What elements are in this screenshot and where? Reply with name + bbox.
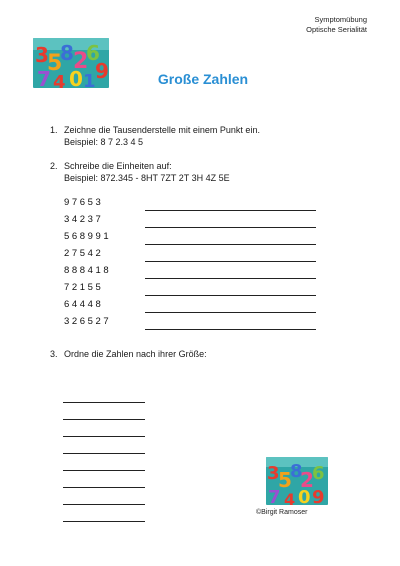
answer-line[interactable] <box>145 295 316 296</box>
answer-line[interactable] <box>145 312 316 313</box>
task-1-number: 1. <box>50 125 58 135</box>
number-value: 326527 <box>64 316 112 327</box>
task-1-text: Zeichne die Tausenderstelle mit einem Punkt ein. <box>64 125 260 135</box>
number-value: 97653 <box>64 197 104 208</box>
svg-text:7: 7 <box>37 67 51 88</box>
order-answer-line[interactable] <box>63 471 145 488</box>
number-row <box>64 281 324 298</box>
order-answer-lines <box>63 386 145 522</box>
answer-line[interactable] <box>145 261 316 262</box>
number-value: 27542 <box>64 248 104 259</box>
svg-text:7: 7 <box>268 487 281 505</box>
svg-text:4: 4 <box>284 490 296 505</box>
number-row <box>64 315 324 332</box>
answer-line[interactable] <box>145 210 316 211</box>
task-1 <box>50 124 260 148</box>
number-row <box>64 213 324 230</box>
number-value: 72155 <box>64 282 104 293</box>
task-2 <box>50 160 230 184</box>
svg-text:5: 5 <box>278 468 292 492</box>
answer-line[interactable] <box>145 227 316 228</box>
svg-text:3: 3 <box>267 463 280 484</box>
number-value: 34237 <box>64 214 104 225</box>
svg-text:2: 2 <box>73 49 89 74</box>
svg-text:8: 8 <box>290 461 303 482</box>
svg-text:6: 6 <box>86 41 100 65</box>
svg-text:9: 9 <box>312 487 325 505</box>
header-line-2: Optische Serialität <box>306 25 367 34</box>
svg-text:9: 9 <box>95 59 109 83</box>
svg-text:8: 8 <box>60 41 74 65</box>
task-2-number: 2. <box>50 161 58 171</box>
svg-text:1: 1 <box>83 71 96 88</box>
svg-text:5: 5 <box>47 51 63 76</box>
task-3 <box>50 348 207 360</box>
answer-line[interactable] <box>145 244 316 245</box>
order-answer-line[interactable] <box>63 454 145 471</box>
svg-text:4: 4 <box>53 72 66 88</box>
task-2-example: Beispiel: 872.345 - 8HT 7ZT 2T 3H 4Z 5E <box>64 173 230 183</box>
order-answer-line[interactable] <box>63 437 145 454</box>
header-line-1: Symptomübung <box>314 15 367 24</box>
number-toys-image <box>266 457 328 505</box>
answer-line[interactable] <box>145 329 316 330</box>
task-2-text: Schreibe die Einheiten auf: <box>64 161 172 171</box>
number-row <box>64 230 324 247</box>
order-answer-line[interactable] <box>63 403 145 420</box>
number-row <box>64 264 324 281</box>
order-answer-line[interactable] <box>63 505 145 522</box>
task-3-text: Ordne die Zahlen nach ihrer Größe: <box>64 349 207 359</box>
task-3-number: 3. <box>50 349 58 359</box>
number-row <box>64 247 324 264</box>
order-answer-line[interactable] <box>63 386 145 403</box>
number-value: 568991 <box>64 231 112 242</box>
order-answer-line[interactable] <box>63 488 145 505</box>
answer-line[interactable] <box>145 278 316 279</box>
task-1-example: Beispiel: 8 7 2.3 4 5 <box>64 137 144 147</box>
number-value: 888418 <box>64 265 112 276</box>
number-row <box>64 298 324 315</box>
copyright-credit: ©Birgit Ramoser <box>256 509 308 516</box>
header <box>306 15 367 35</box>
svg-text:3: 3 <box>35 43 49 67</box>
number-list <box>64 196 324 332</box>
order-answer-line[interactable] <box>63 420 145 437</box>
number-row <box>64 196 324 213</box>
page-title: Große Zahlen <box>157 71 249 87</box>
svg-text:0: 0 <box>69 67 83 88</box>
svg-text:6: 6 <box>312 463 325 484</box>
svg-text:2: 2 <box>300 468 314 492</box>
svg-text:0: 0 <box>298 487 311 505</box>
number-value: 64448 <box>64 299 104 310</box>
